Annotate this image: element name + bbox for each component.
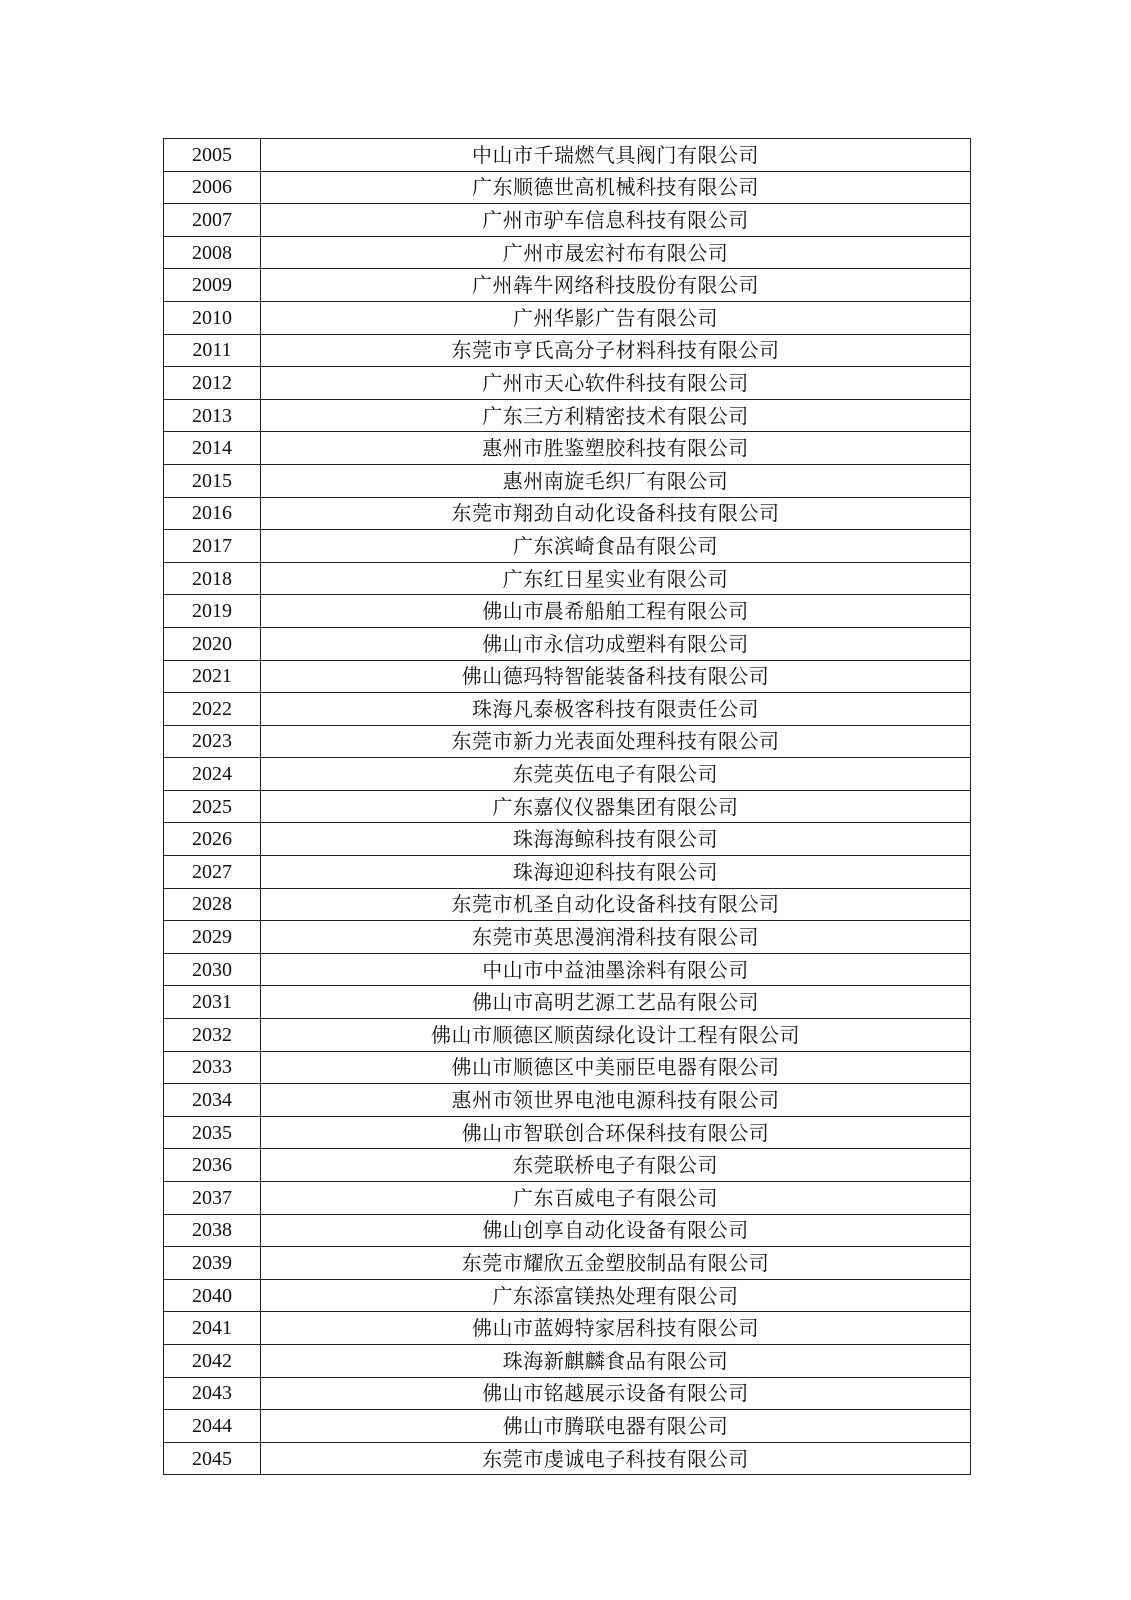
company-name-cell: 珠海迎迎科技有限公司 [261,856,971,889]
row-number-cell: 2041 [164,1312,261,1345]
company-name-cell: 佛山市顺德区中美丽臣电器有限公司 [261,1051,971,1084]
company-name-cell: 佛山德玛特智能装备科技有限公司 [261,660,971,693]
company-name-cell: 佛山市高明艺源工艺品有限公司 [261,986,971,1019]
row-number-cell: 2007 [164,204,261,237]
table-row [164,725,971,758]
company-name-cell: 广州市晟宏衬布有限公司 [261,236,971,269]
row-number-cell: 2018 [164,562,261,595]
table-row [164,334,971,367]
table-row [164,432,971,465]
row-number-cell: 2029 [164,921,261,954]
company-name-cell: 佛山市晨希船舶工程有限公司 [261,595,971,628]
row-number-cell: 2034 [164,1084,261,1117]
table-row [164,1084,971,1117]
row-number-cell: 2031 [164,986,261,1019]
row-number-cell: 2025 [164,790,261,823]
company-name-cell: 佛山市顺德区顺茵绿化设计工程有限公司 [261,1019,971,1052]
table-row [164,1377,971,1410]
row-number-cell: 2011 [164,334,261,367]
company-name-cell: 佛山创享自动化设备有限公司 [261,1214,971,1247]
row-number-cell: 2037 [164,1182,261,1215]
company-name-cell: 广东滨崎食品有限公司 [261,530,971,563]
table-row [164,367,971,400]
company-name-cell: 东莞市翔劲自动化设备科技有限公司 [261,497,971,530]
row-number-cell: 2014 [164,432,261,465]
table-row [164,497,971,530]
company-list-table [163,138,971,1475]
table-row [164,1410,971,1443]
table-row [164,204,971,237]
row-number-cell: 2016 [164,497,261,530]
row-number-cell: 2019 [164,595,261,628]
row-number-cell: 2009 [164,269,261,302]
company-name-cell: 东莞市英思漫润滑科技有限公司 [261,921,971,954]
row-number-cell: 2035 [164,1116,261,1149]
table-row [164,236,971,269]
table-row [164,530,971,563]
row-number-cell: 2036 [164,1149,261,1182]
table-row [164,1344,971,1377]
company-name-cell: 广州犇牛网络科技股份有限公司 [261,269,971,302]
company-name-cell: 珠海新麒麟食品有限公司 [261,1344,971,1377]
row-number-cell: 2023 [164,725,261,758]
row-number-cell: 2039 [164,1247,261,1280]
company-name-cell: 惠州南旋毛织厂有限公司 [261,464,971,497]
row-number-cell: 2038 [164,1214,261,1247]
table-row [164,1279,971,1312]
company-name-cell: 佛山市蓝姆特家居科技有限公司 [261,1312,971,1345]
table-row [164,1312,971,1345]
row-number-cell: 2024 [164,758,261,791]
company-name-cell: 东莞市耀欣五金塑胶制品有限公司 [261,1247,971,1280]
row-number-cell: 2020 [164,627,261,660]
company-name-cell: 惠州市胜鉴塑胶科技有限公司 [261,432,971,465]
table-row [164,660,971,693]
company-name-cell: 东莞市亨氏高分子材料科技有限公司 [261,334,971,367]
table-row [164,464,971,497]
table-row [164,301,971,334]
company-name-cell: 广州市驴车信息科技有限公司 [261,204,971,237]
row-number-cell: 2026 [164,823,261,856]
table-row [164,1182,971,1215]
company-name-cell: 广东红日星实业有限公司 [261,562,971,595]
table-row [164,758,971,791]
row-number-cell: 2008 [164,236,261,269]
table-row [164,627,971,660]
company-name-cell: 广东百威电子有限公司 [261,1182,971,1215]
row-number-cell: 2021 [164,660,261,693]
row-number-cell: 2006 [164,171,261,204]
company-name-cell: 佛山市永信功成塑料有限公司 [261,627,971,660]
company-name-cell: 东莞市新力光表面处理科技有限公司 [261,725,971,758]
table-row [164,562,971,595]
table-row [164,1051,971,1084]
company-name-cell: 珠海凡泰极客科技有限责任公司 [261,693,971,726]
company-name-cell: 东莞市机圣自动化设备科技有限公司 [261,888,971,921]
table-row [164,790,971,823]
company-name-cell: 广东顺德世高机械科技有限公司 [261,171,971,204]
row-number-cell: 2012 [164,367,261,400]
row-number-cell: 2040 [164,1279,261,1312]
company-name-cell: 东莞联桥电子有限公司 [261,1149,971,1182]
company-name-cell: 佛山市智联创合环保科技有限公司 [261,1116,971,1149]
table-row [164,1019,971,1052]
table-row [164,139,971,172]
table-row [164,1442,971,1475]
table-row [164,888,971,921]
row-number-cell: 2033 [164,1051,261,1084]
table-row [164,953,971,986]
row-number-cell: 2042 [164,1344,261,1377]
company-name-cell: 广东添富镁热处理有限公司 [261,1279,971,1312]
company-name-cell: 广州市天心软件科技有限公司 [261,367,971,400]
company-name-cell: 佛山市铭越展示设备有限公司 [261,1377,971,1410]
company-name-cell: 中山市千瑞燃气具阀门有限公司 [261,139,971,172]
table-row [164,595,971,628]
table-row [164,269,971,302]
row-number-cell: 2010 [164,301,261,334]
row-number-cell: 2043 [164,1377,261,1410]
table-row [164,1149,971,1182]
table-row [164,1214,971,1247]
company-name-cell: 惠州市领世界电池电源科技有限公司 [261,1084,971,1117]
table-row [164,693,971,726]
table-row [164,399,971,432]
row-number-cell: 2013 [164,399,261,432]
company-name-cell: 中山市中益油墨涂料有限公司 [261,953,971,986]
table-row [164,1247,971,1280]
row-number-cell: 2022 [164,693,261,726]
row-number-cell: 2030 [164,953,261,986]
row-number-cell: 2017 [164,530,261,563]
table-row [164,171,971,204]
company-name-cell: 珠海海鲸科技有限公司 [261,823,971,856]
company-name-cell: 东莞英伍电子有限公司 [261,758,971,791]
row-number-cell: 2027 [164,856,261,889]
row-number-cell: 2045 [164,1442,261,1475]
company-name-cell: 广东嘉仪仪器集团有限公司 [261,790,971,823]
row-number-cell: 2044 [164,1410,261,1443]
company-name-cell: 佛山市腾联电器有限公司 [261,1410,971,1443]
table-row [164,823,971,856]
table-body [164,139,971,1475]
table-row [164,921,971,954]
company-name-cell: 东莞市虔诚电子科技有限公司 [261,1442,971,1475]
row-number-cell: 2032 [164,1019,261,1052]
row-number-cell: 2028 [164,888,261,921]
table-row [164,856,971,889]
row-number-cell: 2015 [164,464,261,497]
company-name-cell: 广东三方利精密技术有限公司 [261,399,971,432]
table-row [164,986,971,1019]
row-number-cell: 2005 [164,139,261,172]
company-name-cell: 广州华影广告有限公司 [261,301,971,334]
table-row [164,1116,971,1149]
